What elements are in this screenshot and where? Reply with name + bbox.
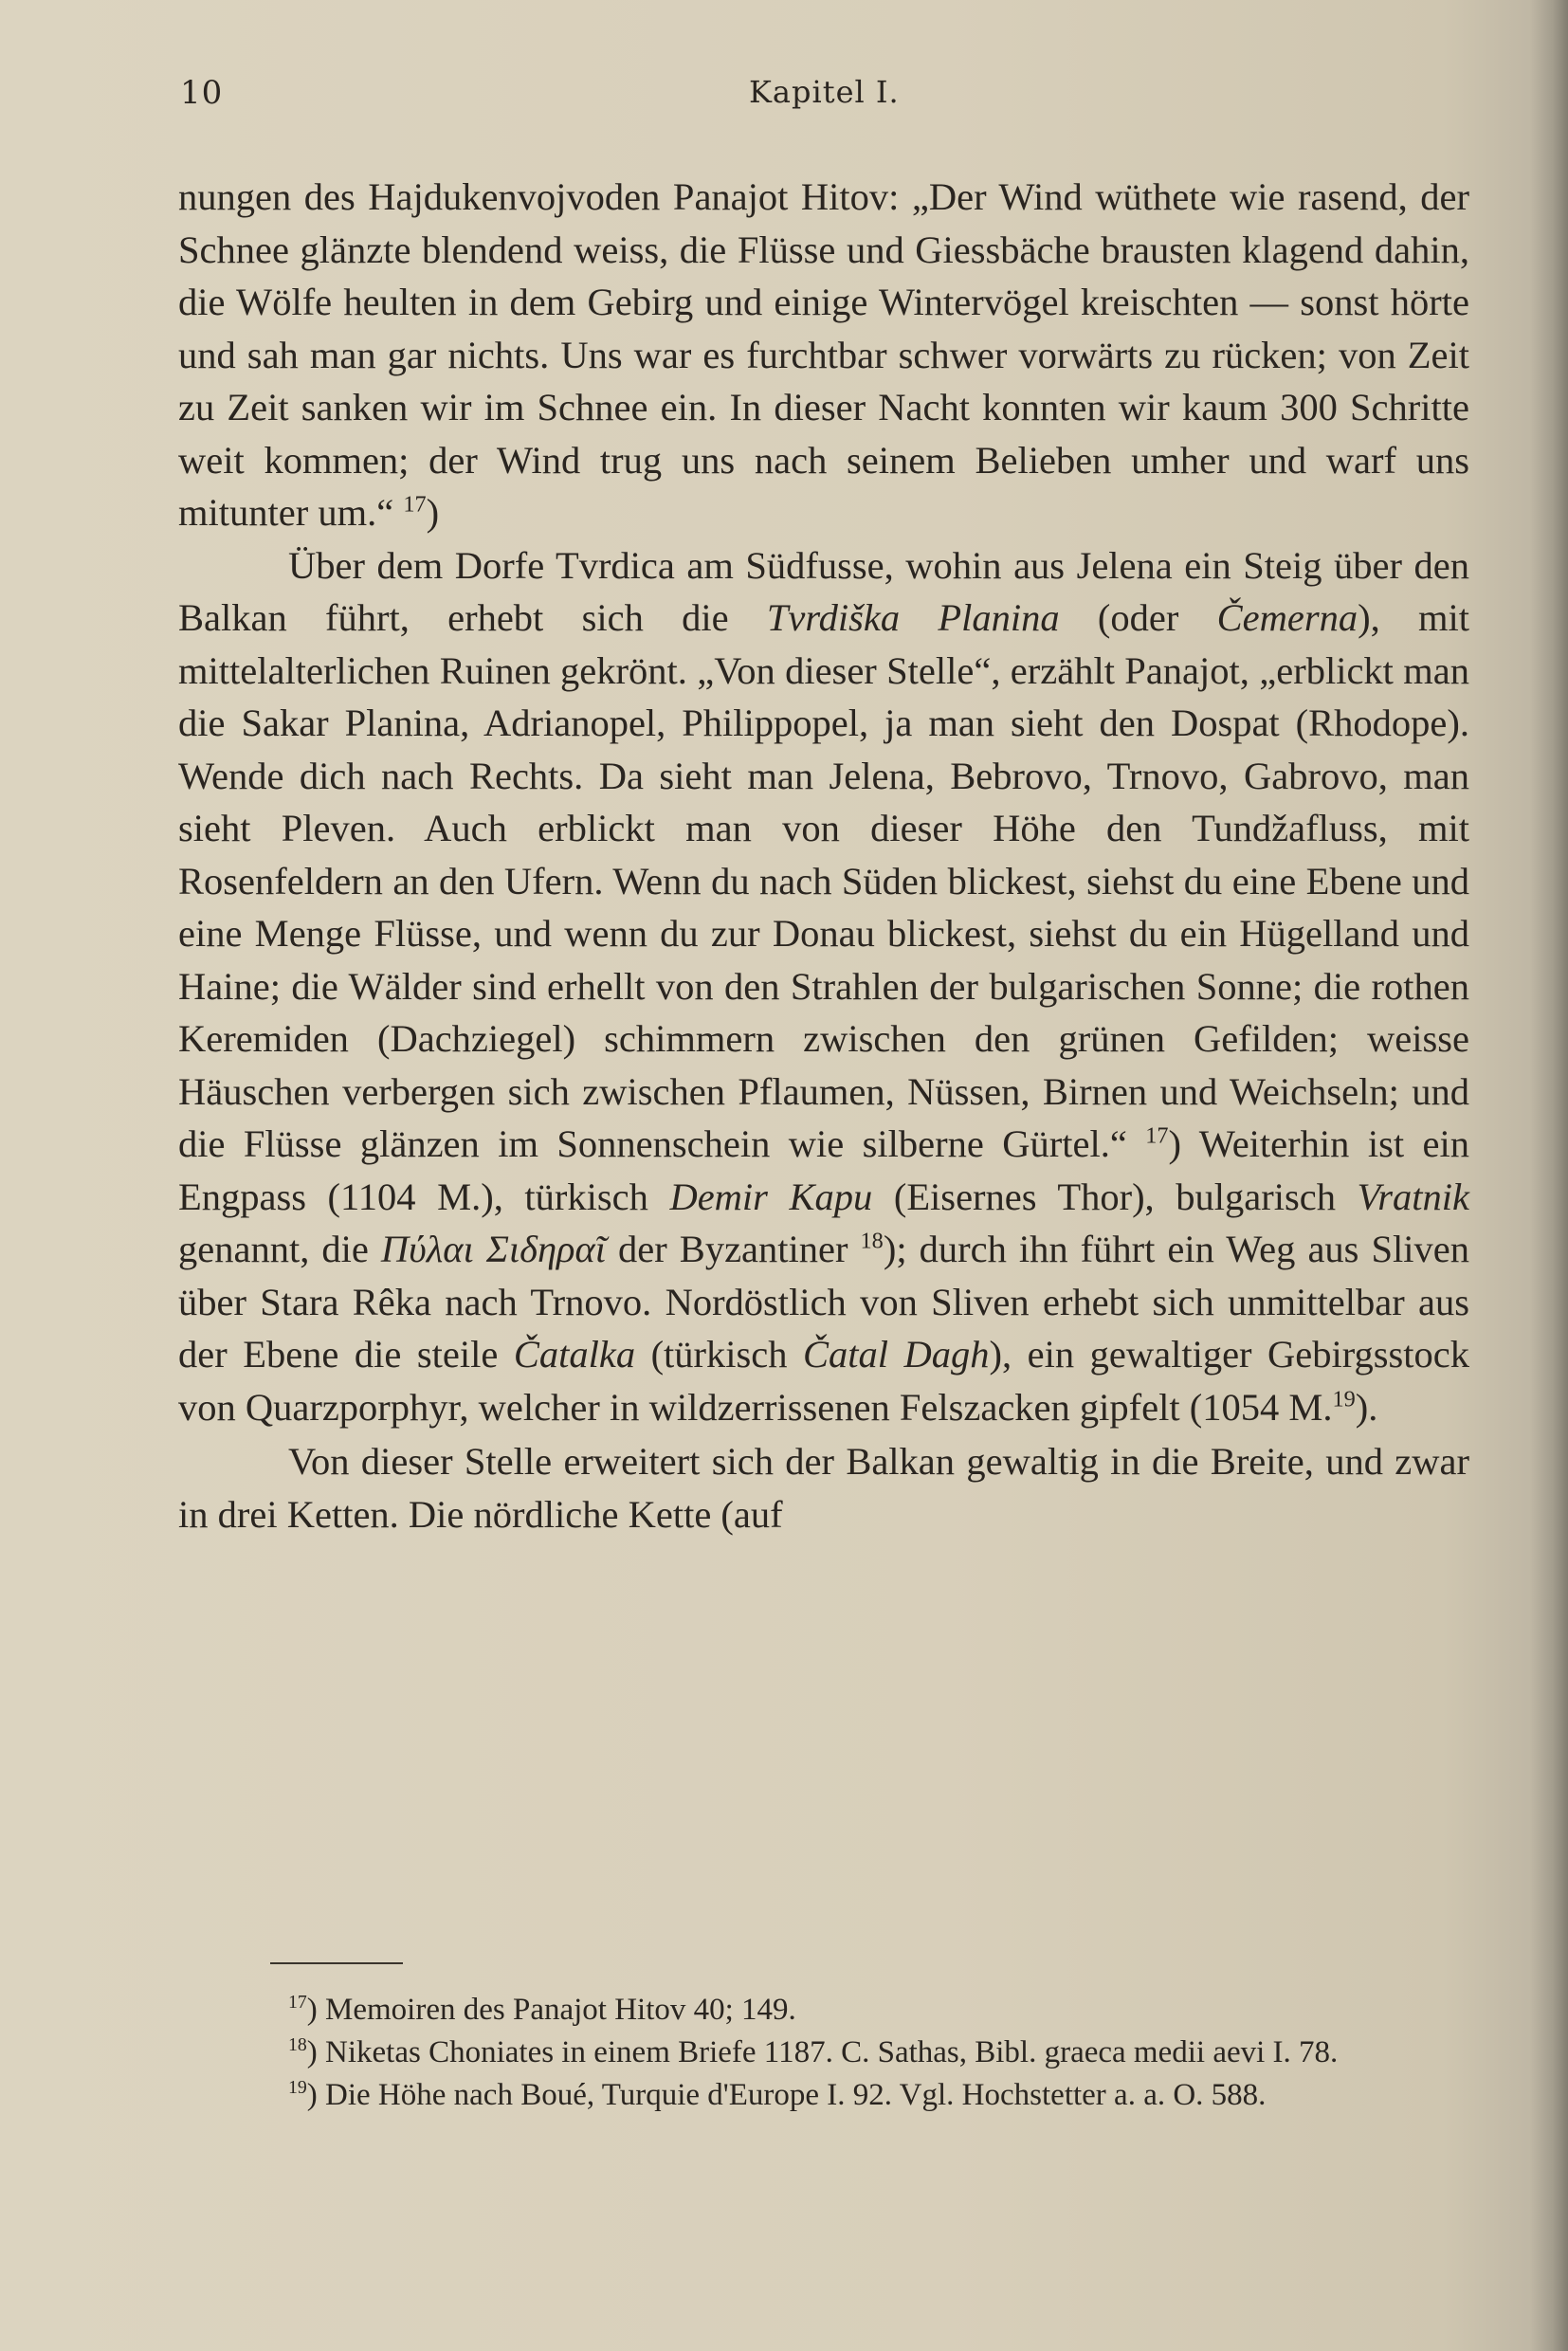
paragraph-2 <box>178 539 1469 1434</box>
paragraph-2-text: (Eisernes Thor), bulgarisch <box>872 1175 1358 1218</box>
place-name-vratnik: Vratnik <box>1357 1175 1469 1218</box>
paragraph-2-text: genannt, die <box>178 1228 381 1270</box>
footnote-separator <box>270 1962 403 1964</box>
footnote-number: 19 <box>288 2077 307 2099</box>
paragraph-2-text: (türkisch <box>635 1333 804 1376</box>
footnotes <box>178 1989 1469 2117</box>
footnote-text: ) Niketas Choniates in einem Briefe 1187. C. Sathas, Bibl. graeca medii aevi I. 78. <box>306 2035 1339 2069</box>
paragraph-3 <box>178 1435 1469 1540</box>
page-header <box>180 74 1469 121</box>
body-text <box>178 171 1469 1540</box>
footnote-19 <box>178 2074 1469 2117</box>
page-number: 10 <box>180 74 224 112</box>
place-name-tvrdiska: Tvrdiška Planina <box>766 596 1060 639</box>
paragraph-2-text: ); durch ihn führt ein Weg aus Sliven über Stara Rêka nach Trnovo. Nordöstlich von Sliven erhebt sich unmittelbar aus der Ebene die steile <box>178 1228 1469 1376</box>
paragraph-2-text: ). <box>1355 1385 1378 1429</box>
paragraph-1 <box>178 171 1469 539</box>
footnote-number: 17 <box>288 1992 307 2014</box>
greek-name: Πύλαι Σιδηραῖ <box>380 1228 607 1270</box>
place-name-cemerna: Čemerna <box>1216 596 1358 639</box>
paragraph-3-text: Von dieser Stelle erweitert sich der Balkan gewaltig in die Breite, und zwar in drei Ketten. Die nördliche Kette (auf <box>178 1440 1469 1536</box>
footnote-ref-17: 17 <box>403 491 427 518</box>
footnote-ref-close: ) <box>426 491 440 534</box>
paragraph-1-text: nungen des Hajdukenvojvoden Panajot Hitov: „Der Wind wüthete wie rasend, der Schnee glänzte blendend weiss, die Flüsse und Giessbäche brausten klagend dahin, die Wölfe heulten in dem Gebirg und einige Wintervögel kreischten — sonst hörte und sah man gar nichts. Uns war es furchtbar schwer vorwärts zu rücken; von Zeit zu Zeit sanken wir im Schnee ein. In dieser Nacht konnten wir kaum 300 Schritte weit kommen; der Wind trug uns nach seinem Belieben umher und warf uns mitunter um.“ <box>178 175 1469 534</box>
footnote-ref-19: 19 <box>1332 1385 1356 1412</box>
footnote-text: ) Memoiren des Panajot Hitov 40; 149. <box>306 1993 796 2027</box>
paragraph-2-text: ), ein gewaltiger Gebirgsstock von Quarzporphyr, welcher in wildzerrissenen Felszacken gipfelt (1054 M. <box>178 1333 1470 1429</box>
paragraph-2-text: ) Weiterhin ist ein Engpass (1104 M.), türkisch <box>178 1122 1469 1218</box>
place-name-demir-kapu: Demir Kapu <box>669 1175 873 1218</box>
paragraph-2-text: der Byzantiner <box>606 1228 861 1270</box>
footnote-text: ) Die Höhe nach Boué, Turquie d'Europe I. 92. Vgl. Hochstetter a. a. O. 588. <box>306 2078 1267 2112</box>
paragraph-2-text: Über dem Dorfe Tvrdica am Südfusse, wohin aus Jelena ein Steig über den Balkan führt, erhebt sich die <box>178 543 1469 639</box>
paragraph-2-text: (oder <box>1059 596 1217 639</box>
page-edge-shadow <box>1530 0 1568 2351</box>
paragraph-2-text: ), mit mittelalterlichen Ruinen gekrönt. „Von dieser Stelle“, erzählt Panajot, „erblickt man die Sakar Planina, Adrianopel, Philippopel, ja man sieht den Dospat (Rhodope). Wende dich nach Rechts. Da sieht man Jelena, Bebrovo, Trnovo, Gabrovo, man sieht Pleven. Auch erblickt man von dieser Höhe den Tundžafluss, mit Rosenfeldern an den Ufern. Wenn du nach Süden blickest, siehst du eine Ebene und eine Menge Flüsse, und wenn du zur Donau blickest, siehst du ein Hügelland und Haine; die Wälder sind erhellt von den Strahlen der bulgarischen Sonne; die rothen Keremiden (Dachziegel) schimmern zwischen den grünen Gefilden; weisse Häuschen verbergen sich zwischen Pflaumen, Nüssen, Birnen und Weichseln; und die Flüsse glänzen im Sonnenschein wie silberne Gürtel.“ <box>178 596 1469 1165</box>
footnote-ref-18: 18 <box>860 1228 884 1254</box>
place-name-catal-dagh: Čatal Dagh <box>803 1333 990 1376</box>
footnote-17 <box>178 1989 1469 2032</box>
footnote-ref-17: 17 <box>1145 1122 1169 1149</box>
place-name-catalka: Čatalka <box>513 1333 636 1376</box>
footnote-18 <box>178 2032 1469 2074</box>
footnote-number: 18 <box>288 2034 307 2056</box>
running-head: Kapitel I. <box>749 74 900 110</box>
